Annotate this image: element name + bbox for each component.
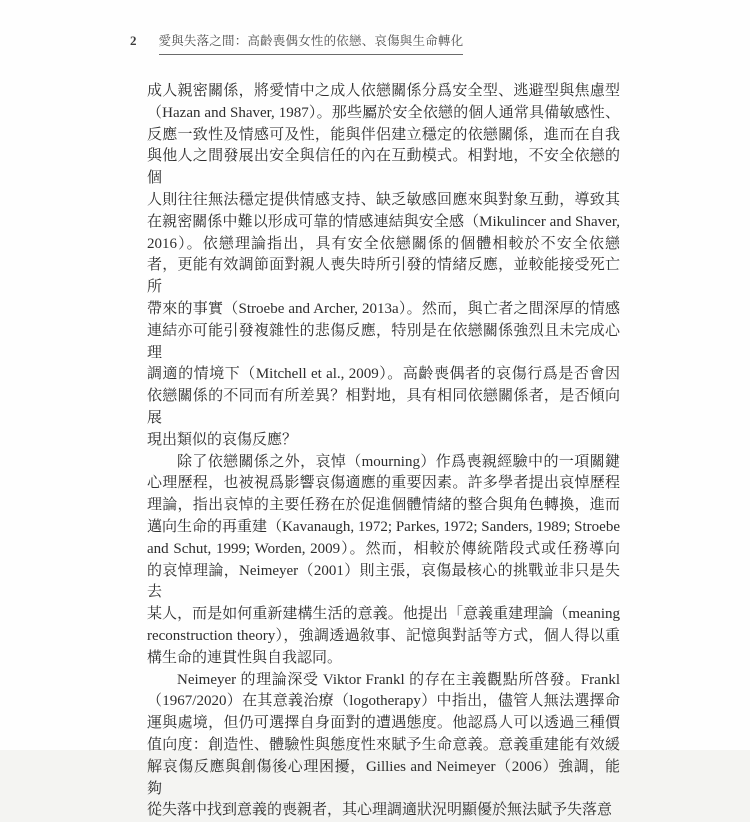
text-line: 連結亦可能引發複雜性的悲傷反應，特別是在依戀關係強烈且未完成心理 — [147, 322, 620, 361]
text-line: 反應一致性及情感可及性，能與伴侶建立穩定的依戀關係，進而在自我 — [147, 126, 620, 143]
text-line: 從失落中找到意義的喪親者，其心理調適狀況明顯優於無法賦予失落意 — [147, 802, 613, 819]
running-title: 愛與失落之間：高齡喪偶女性的依戀、哀傷與生命轉化 — [159, 31, 464, 55]
text-line: （Hazan and Shaver, 1987）。那些屬於安全依戀的個人通常具備敏感性、 — [147, 104, 620, 121]
text-line: 帶來的事實（Stroebe and Archer, 2013a）。然而，與亡者之間深厚的情感 — [147, 300, 620, 317]
text-line: 運與處境，但仍可選擇自身面對的遭遇態度。他認爲人可以透過三種價 — [147, 715, 620, 732]
text-line: 2016）。依戀理論指出，具有安全依戀關係的個體相較於不安全依戀 — [147, 235, 620, 252]
text-line: 者，更能有效調節面對親人喪失時所引發的情緒反應，並較能接受死亡所 — [147, 257, 620, 296]
text-line: 構生命的連貫性與自我認同。 — [147, 649, 343, 666]
text-line: 邁向生命的再重建（Kavanaugh, 1972; Parkes, 1972; Sanders, 1989; Stroebe — [147, 518, 620, 535]
text-line: 依戀關係的不同而有所差異？相對地，具有相同依戀關係者，是否傾向展 — [147, 388, 620, 426]
text-line: 與他人之間發展出安全與信任的內在互動模式。相對地，不安全依戀的個 — [147, 148, 620, 187]
text-line: reconstruction theory），強調透過敘事、記憶與對話等方式，個人得以重 — [147, 627, 620, 644]
text-line: 心理歷程，也被視爲影響哀傷適應的重要因素。許多學者提出哀悼歷程 — [147, 475, 620, 492]
page-body — [147, 81, 620, 822]
text-line: 現出類似的哀傷反應？ — [147, 431, 298, 448]
text-line: 在親密關係中難以形成可靠的情感連結與安全感（Mikulincer and Shaver, — [147, 213, 620, 230]
text-line: 除了依戀關係之外，哀悼（mourning）作爲喪親經驗中的一項關鍵 — [177, 453, 620, 470]
text-line: 人則往往無法穩定提供情感支持、缺乏敏感回應來與對象互動，導致其 — [147, 191, 620, 208]
text-line: and Schut, 1999; Worden, 2009）。然而，相較於傳統階段式或任務導向 — [147, 540, 620, 557]
text-line: 解哀傷反應與創傷後心理困擾，Gillies and Neimeyer（2006）強調，能夠 — [147, 758, 620, 797]
text-line: Neimeyer 的理論深受 Viktor Frankl 的存在主義觀點所啓發。Frankl — [177, 671, 620, 688]
page-number: 2 — [130, 33, 137, 48]
text-line: 成人親密關係，將愛情中之成人依戀關係分爲安全型、逃避型與焦慮型 — [147, 83, 620, 99]
page-header — [130, 31, 463, 55]
text-line: 的哀悼理論，Neimeyer（2001）則主張，哀傷最核心的挑戰並非只是失去 — [147, 562, 620, 601]
text-line: 值向度：創造性、體驗性與態度性來賦予生命意義。意義重建能有效緩 — [147, 736, 620, 753]
text-line: 理論，指出哀悼的主要任務在於促進個體情緒的整合與角色轉換，進而 — [147, 497, 620, 514]
text-line: 某人，而是如何重新建構生活的意義。他提出「意義重建理論（meaning — [147, 606, 620, 623]
text-line: 調適的情境下（Mitchell et al., 2009）。高齡喪偶者的哀傷行爲是否會因 — [147, 366, 620, 383]
text-line: （1967/2020）在其意義治療（logotherapy）中指出，儘管人無法選擇命 — [147, 693, 620, 710]
